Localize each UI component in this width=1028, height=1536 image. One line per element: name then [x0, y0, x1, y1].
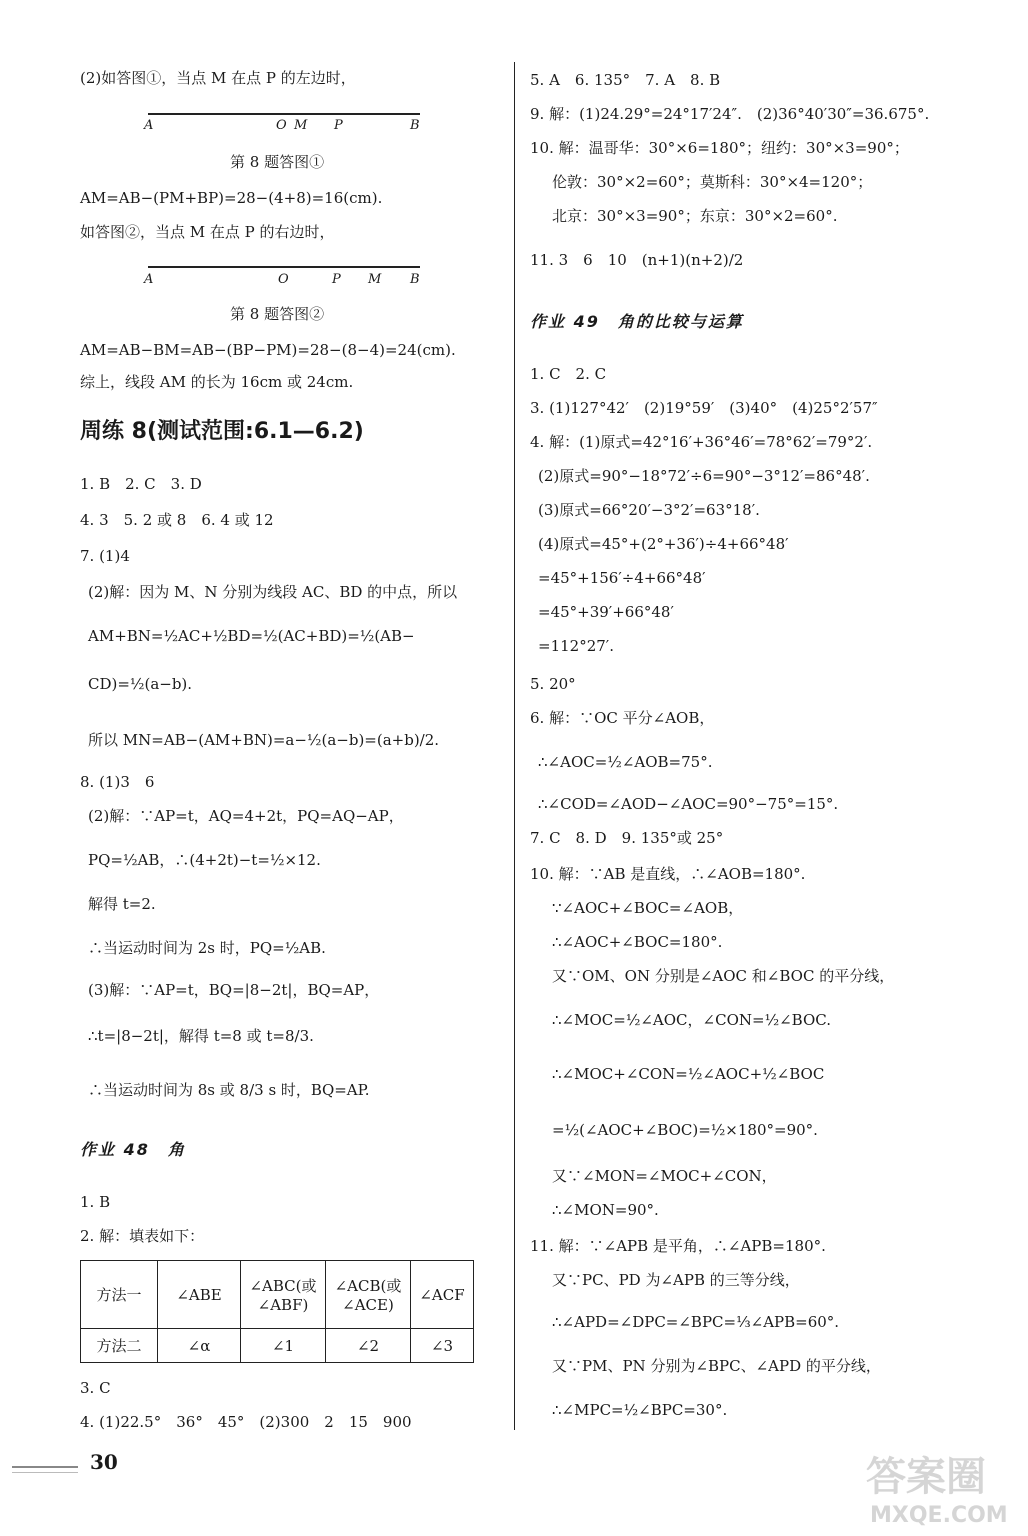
text-line: 如答图②，当点 M 在点 P 的右边时， [80, 223, 335, 241]
text-line: 1. B [80, 1193, 111, 1211]
watermark-text: 答案圈 [866, 1454, 986, 1500]
table-cell: ∠ABE [158, 1261, 241, 1329]
text-line: 解得 t=2. [88, 895, 156, 913]
text-line: 所以 MN=AB−(AM+BN)=a−½(a−b)=(a+b)/2. [88, 731, 440, 749]
point-label: A [144, 118, 154, 133]
table-cell [241, 1261, 326, 1329]
text-line: 11. 解：∵∠APB 是平角，∴∠APB=180°. [530, 1237, 826, 1255]
text-line: 8. (1)3 6 [80, 773, 155, 791]
text-line: 9. 解：(1)24.29°=24°17′24″. (2)36°40′30″=36.675°. [530, 105, 930, 123]
point-label: O [276, 118, 287, 133]
point-label: B [410, 272, 420, 287]
text-line: 10. 解：温哥华：30°×6=180°；纽约：30°×3=90°； [530, 139, 909, 157]
page-number: 30 [90, 1450, 118, 1474]
text-line: ∴∠COD=∠AOD−∠AOC=90°−75°=15°. [538, 795, 839, 813]
point-label: M [294, 118, 308, 133]
text-line: ∴∠AOC+∠BOC=180°. [552, 933, 723, 951]
text-line: 4. 解：(1)原式=42°16′+36°46′=78°62′=79°2′. [530, 433, 873, 451]
figure-caption: 第 8 题答图② [230, 305, 325, 323]
footer-rule [12, 1466, 78, 1468]
text-line: ∴∠MPC=½∠BPC=30°. [552, 1401, 728, 1419]
point-label: A [144, 272, 154, 287]
text-line: (2)解：∵AP=t，AQ=4+2t，PQ=AQ−AP， [88, 807, 404, 825]
text-line: 7. (1)4 [80, 547, 130, 565]
text-line: AM+BN=½AC+½BD=½(AC+BD)=½(AB− [88, 627, 415, 645]
text-line: 5. A 6. 135° 7. A 8. B [530, 71, 721, 89]
text-line: 2. 解：填表如下： [80, 1227, 205, 1245]
table-cell: ∠1 [241, 1329, 326, 1363]
text-line: ∴当运动时间为 2s 时，PQ=½AB. [88, 939, 326, 957]
text-line: CD)=½(a−b). [88, 675, 193, 693]
text-line: 又∵∠MON=∠MOC+∠CON， [552, 1167, 777, 1185]
table-row [81, 1261, 474, 1329]
text-line: ∴∠MOC=½∠AOC，∠CON=½∠BOC. [552, 1011, 831, 1029]
text-line: ∴∠APD=∠DPC=∠BPC=⅓∠APB=60°. [552, 1313, 840, 1331]
footer-rule [12, 1472, 78, 1473]
text-line: 综上，线段 AM 的长为 16cm 或 24cm. [80, 373, 354, 391]
figure-caption: 第 8 题答图① [230, 153, 325, 171]
text-line: 10. 解：∵AB 是直线，∴∠AOB=180°. [530, 865, 806, 883]
text-line: 3. (1)127°42′ (2)19°59′ (3)40° (4)25°2′57″ [530, 399, 878, 417]
text-line: 北京：30°×3=90°；东京：30°×2=60°. [552, 207, 838, 225]
text-line: ∴当运动时间为 8s 或 8/3 s 时，BQ=AP. [88, 1081, 370, 1099]
text-line: 1. B 2. C 3. D [80, 475, 202, 493]
text-line: (2)原式=90°−18°72′÷6=90°−3°12′=86°48′. [538, 467, 870, 485]
cell-line: ∠ABF) [257, 1296, 309, 1314]
text-line: ∵∠AOC+∠BOC=∠AOB， [552, 899, 744, 917]
text-line: (3)原式=66°20′−3°2′=63°18′. [538, 501, 760, 519]
text-line: 伦敦：30°×2=60°；莫斯科：30°×4=120°； [552, 173, 873, 191]
text-line: PQ=½AB，∴(4+2t)−t=½×12. [88, 851, 321, 869]
segment-ab [148, 266, 420, 268]
table-cell [326, 1261, 411, 1329]
text-line: =45°+39′+66°48′ [538, 603, 674, 621]
text-line: 又∵OM、ON 分别是∠AOC 和∠BOC 的平分线， [552, 967, 895, 985]
text-line: ∴t=|8−2t|，解得 t=8 或 t=8/3. [88, 1027, 314, 1045]
text-line: 5. 20° [530, 675, 576, 693]
text-line: (2)如答图①，当点 M 在点 P 的左边时， [80, 69, 356, 87]
text-line: =½(∠AOC+∠BOC)=½×180°=90°. [552, 1121, 818, 1139]
table-row [81, 1329, 474, 1363]
table-cell: ∠2 [326, 1329, 411, 1363]
point-label: B [410, 118, 420, 133]
cell-line: ∠ACE) [342, 1296, 394, 1314]
table-cell: ∠ACF [411, 1261, 474, 1329]
text-line: 4. 3 5. 2 或 8 6. 4 或 12 [80, 511, 274, 529]
text-line: =112°27′. [538, 637, 614, 655]
text-line: (3)解：∵AP=t，BQ=|8−2t|，BQ=AP， [88, 981, 380, 999]
text-line: 11. 3 6 10 (n+1)(n+2)/2 [530, 251, 744, 269]
text-line: ∴∠MOC+∠CON=½∠AOC+½∠BOC [552, 1065, 825, 1083]
text-line: ∴∠AOC=½∠AOB=75°. [538, 753, 713, 771]
segment-ab [148, 113, 420, 115]
section-heading: 作业 48 角 [80, 1140, 186, 1159]
watermark-text: MXQE.COM [870, 1503, 1008, 1528]
section-heading: 周练 8(测试范围:6.1—6.2) [80, 419, 364, 444]
point-label: P [332, 272, 341, 287]
table-cell: 方法二 [81, 1329, 158, 1363]
text-line: 又∵PC、PD 为∠APB 的三等分线， [552, 1271, 800, 1289]
table-cell: 方法一 [81, 1261, 158, 1329]
text-line: =45°+156′÷4+66°48′ [538, 569, 706, 587]
point-label: P [334, 118, 343, 133]
text-line: AM=AB−BM=AB−(BP−PM)=28−(8−4)=24(cm). [80, 341, 456, 359]
text-line: 7. C 8. D 9. 135°或 25° [530, 829, 724, 847]
watermark-logo [858, 1442, 1008, 1532]
text-line: ∴∠MON=90°. [552, 1201, 659, 1219]
column-divider [514, 62, 515, 1430]
text-line: (4)原式=45°+(2°+36′)÷4+66°48′ [538, 535, 789, 553]
text-line: 4. (1)22.5° 36° 45° (2)300 2 15 900 [80, 1413, 412, 1431]
cell-line: ∠ACB(或 [334, 1277, 402, 1295]
table-cell: ∠α [158, 1329, 241, 1363]
point-label: O [278, 272, 289, 287]
cell-line: ∠ABC(或 [249, 1277, 317, 1295]
answer-table [80, 1260, 474, 1363]
text-line: (2)解：因为 M、N 分别为线段 AC、BD 的中点，所以 [88, 583, 458, 601]
text-line: 又∵PM、PN 分别为∠BPC、∠APD 的平分线， [552, 1357, 881, 1375]
text-line: AM=AB−(PM+BP)=28−(4+8)=16(cm). [80, 189, 383, 207]
table-cell: ∠3 [411, 1329, 474, 1363]
point-label: M [368, 272, 382, 287]
text-line: 1. C 2. C [530, 365, 607, 383]
section-heading: 作业 49 角的比较与运算 [530, 312, 744, 331]
text-line: 6. 解：∵OC 平分∠AOB， [530, 709, 715, 727]
text-line: 3. C [80, 1379, 111, 1397]
